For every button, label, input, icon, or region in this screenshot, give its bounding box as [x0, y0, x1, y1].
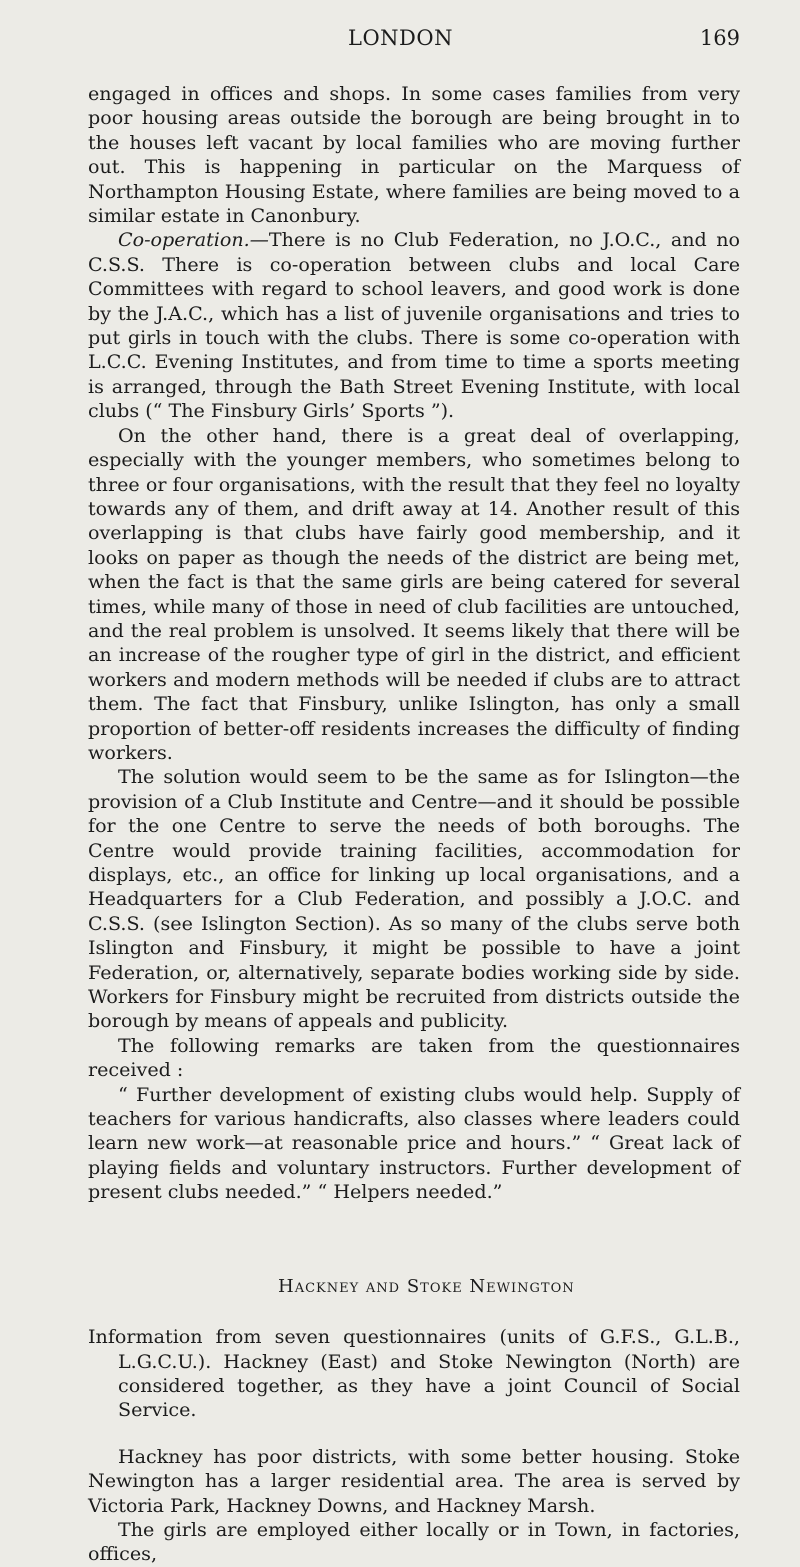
paragraph-overlapping: On the other hand, there is a great deal of overlapping, especially with the younger members, who sometimes belong to three or four organisations, with the result that they feel no loyalty towards any of them, and drift away at 14. Another result of this overlapping is that clubs have fairly good membership, and it looks on paper as though the needs of the district are being met, when the fact is that the same girls are being catered for several times, while many of those in need of club facilities are untouched, and the real problem is unsolved. It seems likely that there will be an increase of the rougher type of girl in the district, and efficient workers and modern methods will be needed if clubs are to attract them. The fact that Finsbury, unlike Islington, has only a small proportion of better-off residents increases the difficulty of finding workers.	[88, 423, 740, 764]
page-header	[88, 26, 740, 56]
page-number: 169	[699, 26, 740, 50]
paragraph-gap	[88, 1423, 740, 1445]
section-info: Information from seven questionnaires (units of G.F.S., G.L.B., L.G.C.U.). Hackney (East) and Stoke Newington (North) are considered together, as they have a joint Council of Social Service.	[88, 1325, 740, 1422]
section-paragraph-housing: Hackney has poor districts, with some better housing. Stoke Newington has a larger residential area. The area is served by Victoria Park, Hackney Downs, and Hackney Marsh.	[88, 1444, 740, 1517]
section-paragraph-employment: The girls are employed either locally or in Town, in factories, offices,	[88, 1517, 740, 1566]
paragraph-quotes: “ Further development of existing clubs would help. Supply of teachers for various handicrafts, also classes where leaders could learn new work—at reasonable price and hours.” “ Great lack of playing fields and voluntary instructors. Further development of present clubs needed.” “ Helpers needed.”	[88, 1082, 740, 1204]
main-text	[88, 82, 740, 1567]
paragraph-cooperation	[88, 228, 740, 423]
cooperation-label: Co-operation.—	[118, 228, 269, 252]
paragraph-continued: engaged in offices and shops. In some cases families from very poor housing areas outside the borough are being brought in to the houses left vacant by local families who are moving further out. This is happening in particular on the Marquess of Northampton Housing Estate, where families are being moved to a similar estate in Canonbury.	[88, 82, 740, 228]
section-heading: Hackney and Stoke Newington	[278, 1275, 575, 1297]
running-head: LONDON	[348, 26, 453, 50]
paragraph-solution: The solution would seem to be the same as for Islington—the provision of a Club Institute and Centre—and it should be possible for the one Centre to serve the needs of both boroughs. The Centre would provide training facilities, accommodation for displays, etc., an office for linking up local organisations, and a Headquarters for a Club Federation, and possibly a J.O.C. and C.S.S. (see Islington Section). As so many of the clubs serve both Islington and Finsbury, it might be possible to have a joint Federation, or, alternatively, separate bodies working side by side. Workers for Finsbury might be recruited from districts outside the borough by means of appeals and publicity.	[88, 765, 740, 1033]
cooperation-text: There is no Club Federation, no J.O.C., and no C.S.S. There is co-operation between clubs and local Care Committees with regard to school leavers, and good work is done by the J.A.C., which has a list of juvenile organisations and tries to put girls in touch with the clubs. There is some co-operation with L.C.C. Evening Institutes, and from time to time a sports meeting is arranged, through the Bath Street Evening Institute, with local clubs (“ The Finsbury Girls’ Sports ”).	[88, 228, 740, 423]
paragraph-remarks-intro: The following remarks are taken from the questionnaires received :	[88, 1033, 740, 1082]
